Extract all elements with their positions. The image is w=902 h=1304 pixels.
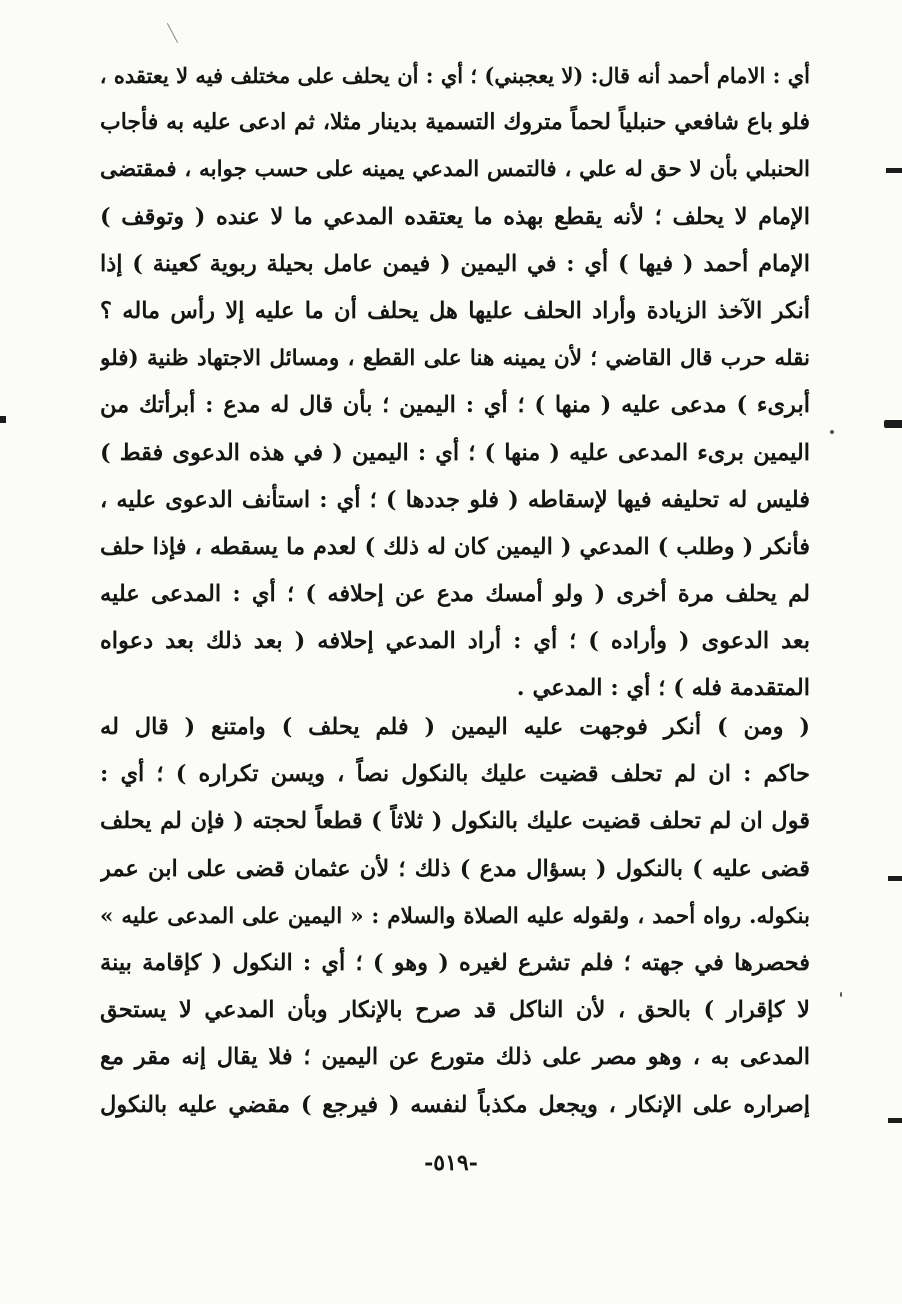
margin-mark: [888, 1118, 902, 1123]
text-line: أبرىء ) مدعى عليه ( منها ) ؛ أي : اليمين ؛ بأن قال له مدع : أبرأتك من: [100, 392, 810, 419]
paragraph-2: [100, 704, 810, 1129]
page-number: -٥١٩-: [424, 1150, 478, 1176]
text-line: الإمام لا يحلف ؛ لأنه يقطع بهذه ما يعتقده المدعي ما لا عنده ( وتوقف ): [100, 203, 810, 230]
text-line: ( ومن ) أنكر فوجهت عليه اليمين ( فلم يحلف ) وامتنع ( قال له: [100, 714, 810, 740]
text-line: أنكر الآخذ الزيادة وأراد الحلف عليها هل يحلف أن ما عليه إلا رأس ماله ؟: [100, 297, 810, 324]
text-line: الإمام أحمد ( فيها ) أي : في اليمين ( فيمن عامل بحيلة ربوية كعينة ) إذا: [100, 250, 810, 277]
text-line: أي : الامام أحمد أنه قال: (لا يعجبني) ؛ أي : أن يحلف على مختلف فيه لا يعتقده ،: [100, 63, 810, 88]
text-line: فلو باع شافعي حنبلياً لحماً متروك التسمية بدينار مثلا، ثم ادعى عليه به فأجاب: [100, 109, 810, 136]
text-line: المدعى به ، وهو مصر على ذلك متورع عن اليمين ؛ فلا يقال إنه مقر مع: [100, 1044, 810, 1071]
text-line: لم يحلف مرة أخرى ( ولو أمسك مدع عن إحلافه ) ؛ أي : المدعى عليه: [100, 581, 810, 608]
text-line: فليس له تحليفه فيها لإسقاطه ( فلو جددها ) ؛ أي : استأنف الدعوى عليه ،: [100, 486, 810, 513]
text-line: فأنكر ( وطلب ) المدعي ( اليمين كان له ذلك ) لعدم ما يسقطه ، فإذا حلف: [100, 533, 810, 560]
scan-scratch: [167, 23, 178, 43]
margin-mark: [886, 168, 902, 173]
text-line: اليمين برىء المدعى عليه ( منها ) ؛ أي : اليمين ( في هذه الدعوى فقط ): [100, 439, 810, 466]
text-line: حاكم : ان لم تحلف قضيت عليك بالنكول نصاً ، ويسن تكراره ) ؛ أي :: [100, 761, 810, 788]
text-line: لا كإقرار ) بالحق ، لأن الناكل قد صرح بالإنكار وبأن المدعي لا يستحق: [100, 997, 810, 1024]
text-line: إصراره على الإنكار ، ويجعل مكذباً لنفسه ( فيرجع ) مقضي عليه بالنكول: [100, 1091, 810, 1118]
text-line: فحصرها في جهته ؛ فلم تشرع لغيره ( وهو ) ؛ أي : النكول ( كإقامة بينة: [100, 949, 810, 976]
text-line: بنكوله. رواه أحمد ، ولقوله عليه الصلاة والسلام : « اليمين على المدعى عليه »: [100, 903, 810, 929]
ink-speck: [830, 430, 834, 434]
margin-mark: [888, 876, 902, 881]
ink-speck: [840, 992, 842, 997]
text-line: قول ان لم تحلف قضيت عليك بالنكول ( ثلاثاً ) قطعاً لحجته ( فإن لم يحلف: [100, 808, 810, 835]
text-line: بعد الدعوى ( وأراده ) ؛ أي : أراد المدعي إحلافه ( بعد ذلك بعد دعواه: [100, 628, 810, 655]
text-line: الحنبلي بأن لا حق له علي ، فالتمس المدعي يمينه على حسب جوابه ، فمقتضى: [100, 157, 810, 183]
text-line: قضى عليه ) بالنكول ( بسؤال مدع ) ذلك ؛ لأن عثمان قضى على ابن عمر: [100, 855, 810, 882]
paragraph-1: [100, 52, 810, 713]
text-line: المتقدمة فله ) ؛ أي : المدعي .: [516, 675, 810, 702]
text-line: نقله حرب قال القاضي ؛ لأن يمينه هنا على القطع ، ومسائل الاجتهاد ظنية (فلو: [100, 346, 810, 372]
margin-mark: [884, 420, 902, 428]
margin-mark: [0, 416, 6, 423]
